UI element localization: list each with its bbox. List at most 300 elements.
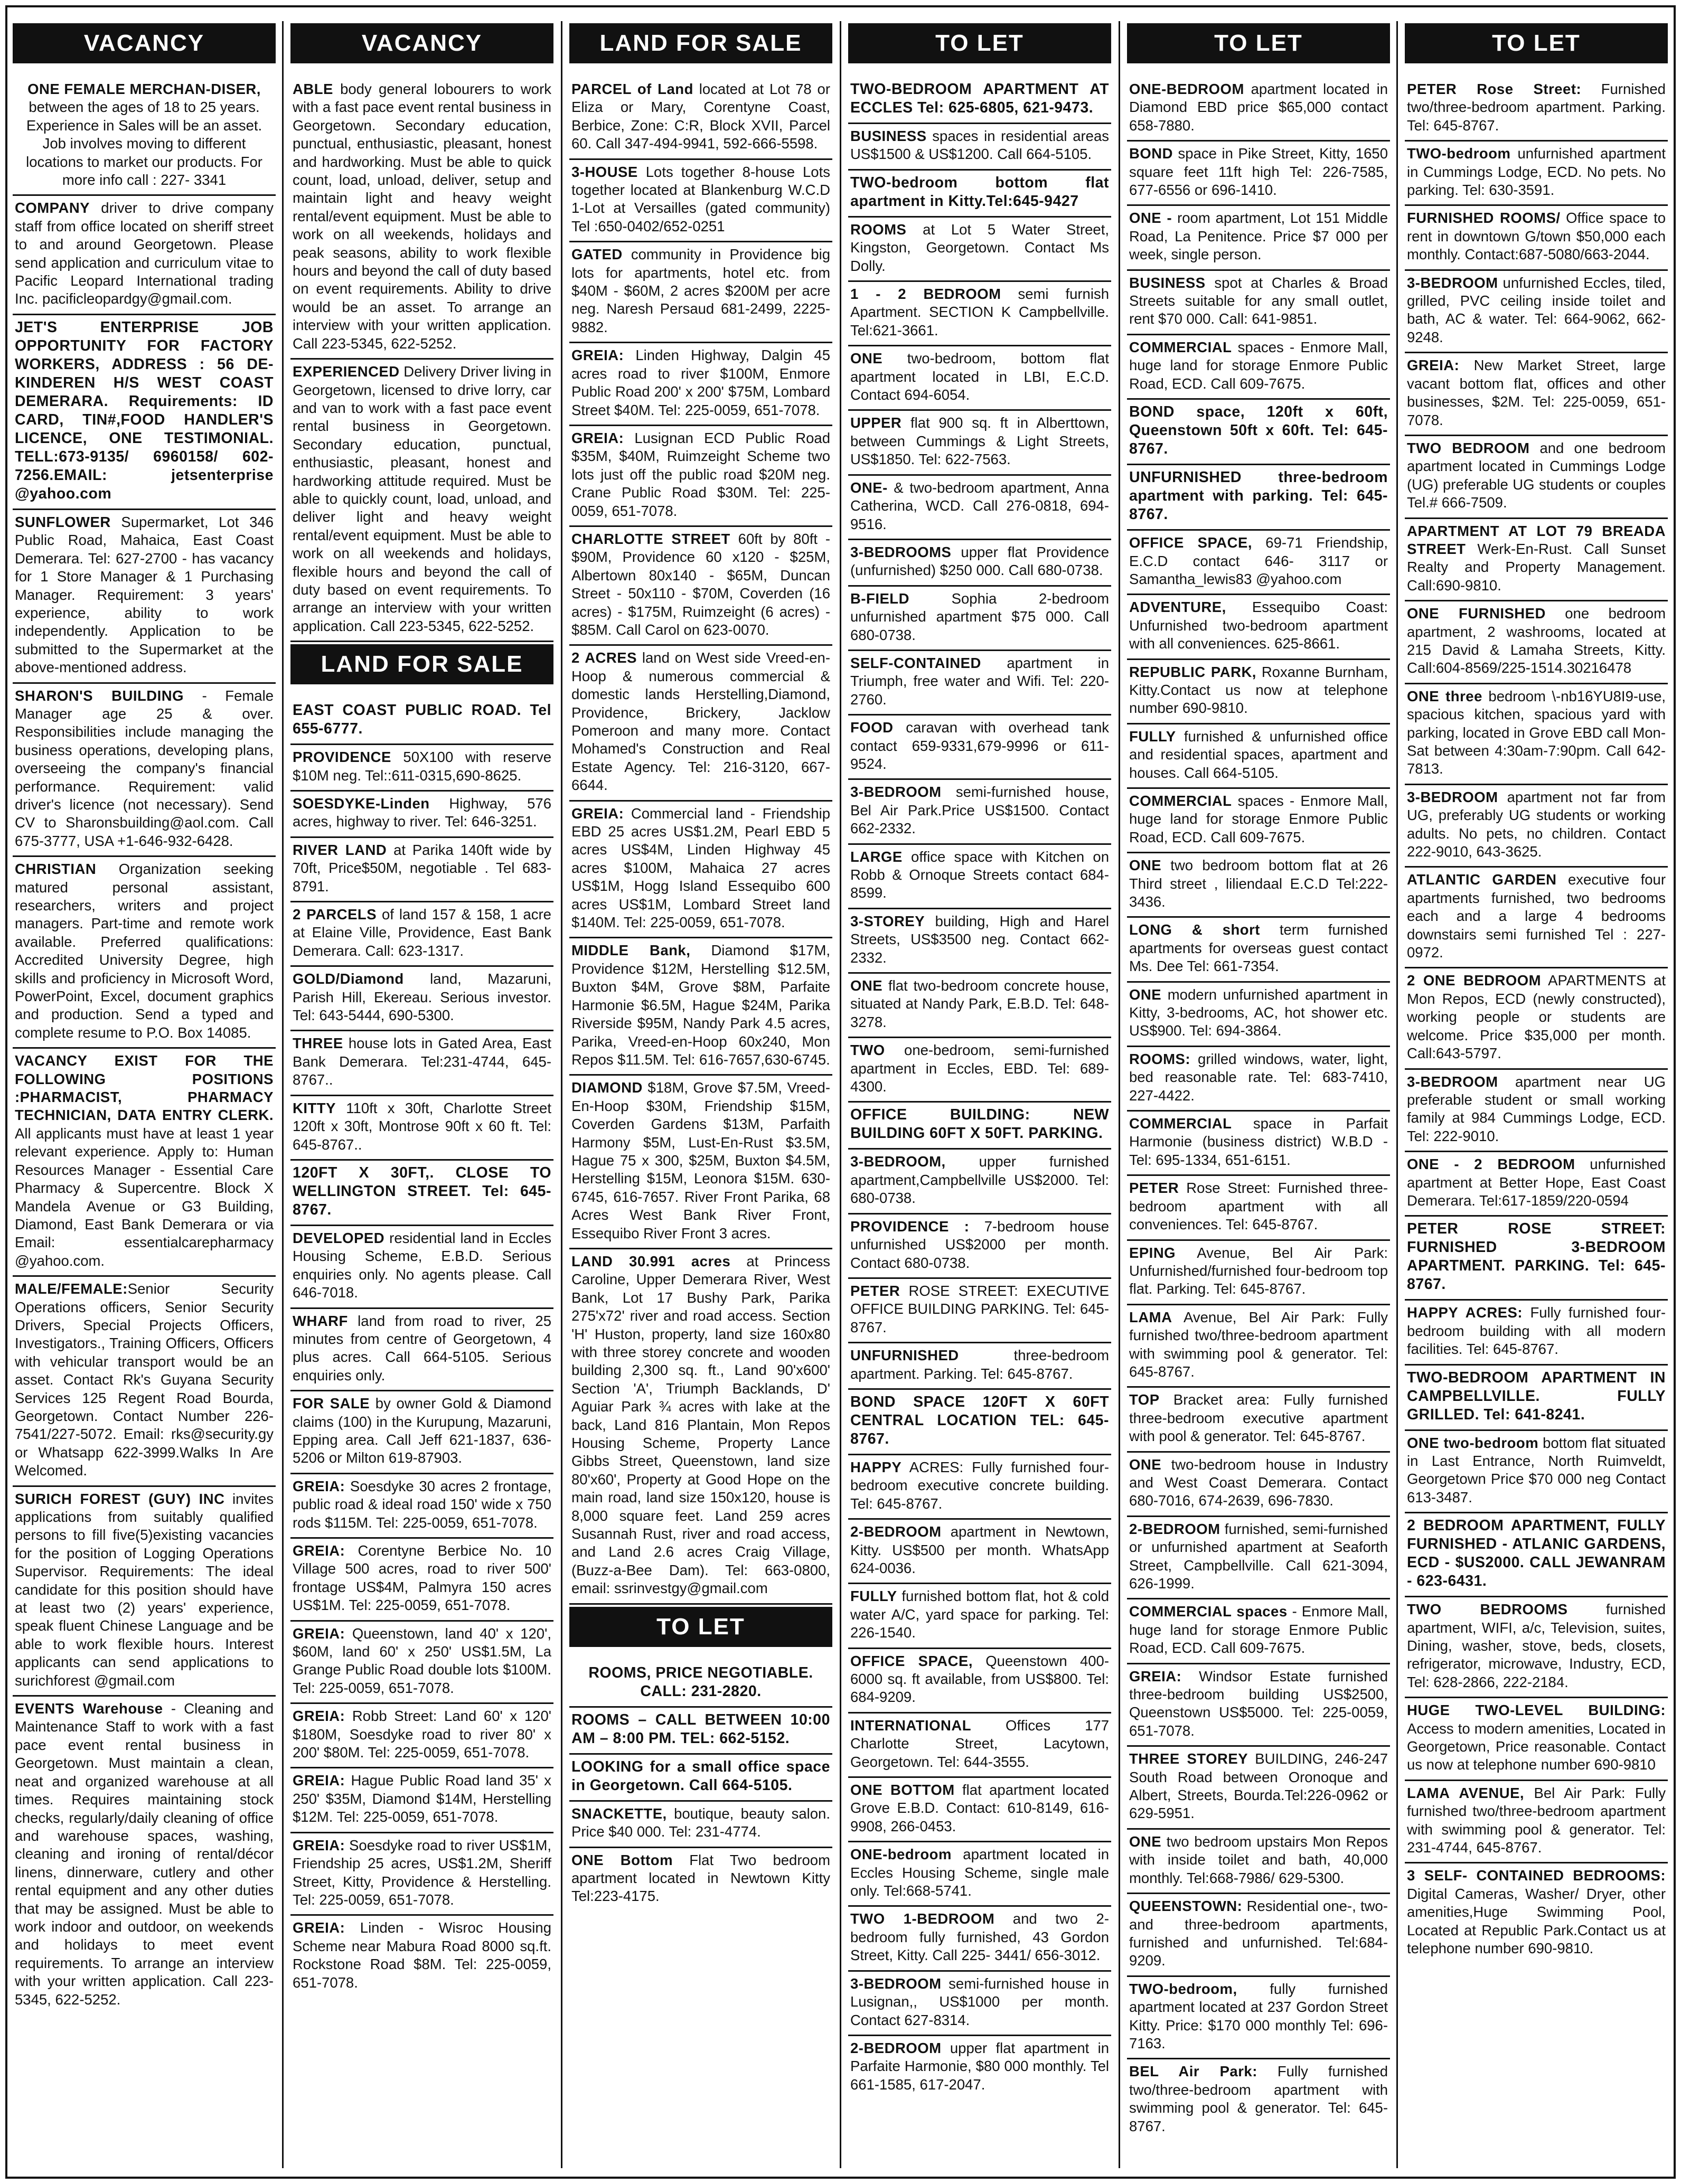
ad-lead: THREE STOREY — [1129, 1750, 1248, 1767]
ad-body: spot at Charles & Broad Streets suitable for any small outlet, rent $70 000. Call: 641-9851. — [1129, 274, 1388, 327]
ad-lead: COMMERCIAL — [1129, 792, 1232, 809]
classified-ad — [290, 1704, 553, 1768]
ad-lead: 3-BEDROOM — [1407, 788, 1498, 805]
ad-lead: ONE - 2 BEDROOM — [1407, 1156, 1575, 1173]
ad-lead: SNACKETTE, — [571, 1805, 667, 1822]
ad-lead: GREIA: — [1129, 1668, 1182, 1684]
ad-body: furnished, semi-furnished or unfurnished apartment at Seaforth Street, Campbellville. Call 621-3094, 626-1999. — [1129, 1520, 1388, 1592]
classified-ad — [848, 780, 1111, 844]
ad-body: - Female Manager age 25 & over. Responsibilities include managing the business operations, developing plans, overseeing the company's financial performance. Requirement: valid driver's licence (not necessary). Send CV to Sharonsbuilding@aol.com. Call 675-3777, USA +1-646-932-6428. — [15, 687, 274, 849]
ad-lead: 3-BEDROOM — [850, 784, 942, 801]
ad-lead: FOR SALE — [293, 1395, 370, 1412]
ad-body: at Parika 140ft wide by 70ft, Price$50M, negotiable . Tel 683-8791. — [293, 841, 551, 895]
ad-body: bedroom \-nb16YU8I9-use, spacious kitchen, spacious yard with parking, located in Grove EBD call Mon-Sat between 4:30am-7:90pm. Call 642-7813. — [1407, 688, 1666, 777]
ad-body: one bedroom apartment, 2 washrooms, located at 215 David & Lamaha Streets, Kitty. Call:604-8569/225-1514.30216478 — [1407, 605, 1666, 676]
classified-ad — [569, 1661, 832, 1708]
ad-lead: HAPPY — [850, 1458, 902, 1475]
ad-body: upper furnished apartment,Campbellville US$2000. Tel: 680-0738. — [850, 1153, 1109, 1207]
classified-ad — [1405, 271, 1668, 354]
ad-lead: UPPER — [850, 415, 902, 431]
ad-lead: PETER ROSE STREET: FURNISHED 3-BEDROOM APARTMENT. PARKING. Tel: 645-8767. — [1407, 1220, 1666, 1293]
classified-ad — [848, 1649, 1111, 1714]
ad-lead: ADVENTURE, — [1129, 599, 1226, 616]
ad-body: Fully furnished four-bedroom building with all modern facilities. Tel: 645-8767. — [1407, 1304, 1666, 1358]
classified-ad — [848, 171, 1111, 218]
ad-body: ACRES: Fully furnished four-bedroom executive concrete building. Tel: 645-8767. — [850, 1458, 1109, 1512]
ad-body: APARTMENTS at Mon Repos, ECD (newly constructed), working people or students are welcome. Price $35,000 per month. Call:643-5797. — [1407, 972, 1666, 1062]
classified-ad — [569, 938, 832, 1076]
classified-ad — [13, 1697, 276, 2014]
ad-body: Access to modern amenities, Located in Georgetown, Price reasonable. Contact us now at telephone number 690-9810 — [1407, 1720, 1666, 1773]
classified-ad — [1405, 142, 1668, 206]
classified-ad — [290, 792, 553, 838]
ad-body: three-bedroom apartment. Parking. Tel: 645-8767. — [850, 1347, 1109, 1382]
section-header: TO LET — [1127, 23, 1390, 63]
classified-ad — [1405, 1070, 1668, 1153]
column-6 — [1402, 21, 1671, 2168]
classified-ad — [1127, 206, 1390, 270]
classified-ad — [569, 1755, 832, 1802]
classified-ad — [290, 1539, 553, 1622]
ad-body: Corentyne Berbice No. 10 Village 500 acres, road to river 500' frontage US$4M, Palmyra 150 acres US$1M. Tel: 225-0059, 651-7078. — [293, 1542, 551, 1614]
classified-ad — [1127, 2059, 1390, 2141]
classified-ad — [1127, 335, 1390, 400]
classified-ad — [1127, 1977, 1390, 2060]
ad-body: executive four apartments furnished, two bedrooms each and a large 4 bedrooms downstairs semi furnished Tel : 227-0972. — [1407, 871, 1666, 961]
ad-body: Commercial land - Friendship EBD 25 acres US$1.2M, Pearl EBD 5 acres US$4M, Linden Highway 45 acres $100M, Mahaica 27 acres US$1M, Hogg Island Essequibo 600 acres US$1M, Lombard Street land $140M. Tel: 225-0059, 651-7078. — [571, 805, 830, 931]
ad-body: house lots in Gated Area, East Bank Demerara. Tel:231-4744, 645-8767.. — [293, 1035, 551, 1088]
ad-lead: TWO-bedroom bottom flat apartment in Kitty.Tel:645-9427 — [850, 174, 1109, 210]
classified-ad — [13, 1049, 276, 1277]
ad-lead: 120FT X 30FT,. CLOSE TO WELLINGTON STREET. Tel: 645-8767. — [293, 1164, 551, 1218]
ad-body: upper flat Providence (unfurnished) $250 000. Call 680-0738. — [850, 543, 1109, 579]
ad-body: by owner Gold & Diamond claims (100) in the Kurupung, Mazaruni, Epping area. Call Jeff 621-1837, 636-5206 or Milton 619-87903. — [293, 1395, 551, 1466]
classified-ad — [290, 1391, 553, 1474]
ad-lead: TWO — [850, 1042, 885, 1059]
ad-body: $18M, Grove $7.5M, Vreed-En-Hoop $30M, Friendship $15M, Coverden Gardens $13M, Parfaith Harmony $5M, Lust-En-Rust $3.5M, Hague 75 x 300, $25M, Buxton $4.5M, Herstelling $15M, Leonora $15M. 630-6745, 616-7657. River Front Parika, 68 Acres West Bank River Front, Essequibo River Front 3 acres. — [571, 1079, 830, 1241]
classified-ad — [848, 540, 1111, 587]
ad-body: two-bedroom house in Industry and West Coast Demerara. Contact 680-7016, 674-2639, 696-7830. — [1129, 1456, 1388, 1509]
classified-ad — [848, 282, 1111, 346]
classified-ad — [848, 476, 1111, 540]
classified-ad — [290, 838, 553, 902]
ad-body: two-bedroom, bottom flat apartment located in LBI, E.C.D. Contact 694-6054. — [850, 350, 1109, 403]
ad-lead: BUSINESS — [1129, 274, 1206, 291]
ad-body: two bedroom bottom flat at 26 Third street , liliendaal E.C.D Tel:222-3436. — [1129, 857, 1388, 910]
ad-body: flat apartment located Grove E.B.D. Contact: 610-8149, 616-9908, 266-0453. — [850, 1782, 1109, 1834]
ad-body: Werk-En-Rust. Call Sunset Realty and Property Management. Call:690-9810. — [1407, 540, 1666, 594]
classified-ad — [848, 1103, 1111, 1150]
classified-ad — [13, 1277, 276, 1486]
column-rule — [561, 21, 562, 2168]
classified-ad — [1405, 1152, 1668, 1217]
classified-ad — [1405, 77, 1668, 142]
ad-body: residential land in Eccles Housing Scheme, E.B.D. Serious enquiries only. No agents please. Call 646-7018. — [293, 1229, 551, 1301]
ad-lead: ONE — [1129, 1456, 1162, 1473]
classified-ad — [290, 698, 553, 745]
ad-lead: 3-BEDROOM — [850, 1975, 942, 1992]
ad-lead: VACANCY EXIST FOR THE FOLLOWING POSITIONS :PHARMACIST, PHARMACY TECHNICIAN, DATA ENTRY CLERK. — [15, 1052, 274, 1124]
ad-body: and one bedroom apartment located in Cummings Lodge (UG) preferable UG students or couples Tel.# 666-7509. — [1407, 439, 1666, 511]
classified-ad — [848, 1215, 1111, 1279]
ad-body: one-bedroom, semi-furnished apartment in Eccles, EBD. Tel: 689-4300. — [850, 1042, 1109, 1095]
classified-ad — [290, 745, 553, 792]
ad-lead: FULLY — [850, 1588, 897, 1605]
ad-lead: RIVER LAND — [293, 841, 387, 858]
classified-ad — [1405, 1597, 1668, 1698]
classified-ad — [1405, 968, 1668, 1069]
ad-lead: SUNFLOWER — [15, 513, 111, 530]
ad-lead: 3-BEDROOM — [1407, 274, 1498, 291]
ad-body: unfurnished apartment in Cummings Lodge, ECD. No pets. No parking. Tel: 630-3591. — [1407, 145, 1666, 199]
classified-ad — [569, 77, 832, 160]
classified-ad — [290, 1031, 553, 1096]
ad-body: Office space to rent in downtown G/town $50,000 each monthly. Contact:687-5080/663-2044. — [1407, 210, 1666, 263]
ad-lead: GREIA: — [1407, 357, 1460, 374]
ad-lead: COMPANY — [15, 200, 90, 216]
column-rule — [1396, 21, 1398, 2168]
ad-body: 50X100 with reserve $10M neg. Tel::611-0315,690-8625. — [293, 749, 551, 784]
ad-body: community in Providence big lots for apartments, hotel etc. from $40M - $60M, 2 acres $200M per acre neg. Naresh Persaud 681-2499, 2225-9882. — [571, 246, 830, 335]
classified-ad — [1127, 1664, 1390, 1747]
ad-lead: ATLANTIC GARDEN — [1407, 871, 1557, 888]
classified-ad — [290, 360, 553, 642]
ad-lead: 3-HOUSE — [571, 163, 638, 180]
classified-ad — [13, 1487, 276, 1697]
classified-ad — [13, 510, 276, 684]
ad-lead: EVENTS Warehouse — [15, 1700, 163, 1717]
classified-ad — [848, 411, 1111, 475]
classified-ad — [848, 1972, 1111, 2036]
classified-ad — [1127, 1241, 1390, 1305]
ad-lead: BUSINESS — [850, 128, 927, 144]
ad-lead: SELF-CONTAINED — [850, 654, 981, 671]
ad-lead: TWO-BEDROOM APARTMENT IN CAMPBELLVILLE. FULLY GRILLED. Tel: 641-8241. — [1407, 1369, 1666, 1423]
ad-lead: SURICH FOREST (GUY) INC — [15, 1490, 225, 1507]
ad-lead: OFFICE BUILDING: NEW BUILDING 60FT X 50FT. PARKING. — [850, 1106, 1109, 1142]
classified-ad — [13, 196, 276, 315]
ad-body: Rose Street: Furnished three-bedroom apartment with all conveniences. Tel: 645-8767. — [1129, 1180, 1388, 1233]
column-rule — [282, 21, 284, 2168]
ad-lead: 3-BEDROOM — [1407, 1073, 1498, 1090]
classified-ad — [290, 967, 553, 1031]
ad-body: apartment in Newtown, Kitty. US$500 per month. WhatsApp 624-0036. — [850, 1523, 1109, 1576]
classified-ad — [848, 1279, 1111, 1343]
classified-ad — [848, 587, 1111, 651]
classified-ad — [569, 527, 832, 646]
ad-lead: PETER — [1129, 1180, 1179, 1197]
ad-body: ROSE STREET: EXECUTIVE OFFICE BUILDING PARKING. Tel: 645-8767. — [850, 1282, 1109, 1335]
ad-lead: SHARON'S BUILDING — [15, 687, 184, 704]
ad-body: caravan with overhead tank contact 659-9331,679-9996 or 611-9524. — [850, 719, 1109, 772]
ad-lead: ONE — [1129, 986, 1162, 1003]
classified-ad — [848, 1390, 1111, 1455]
ad-body: apartment near UG preferable student or small working family at 984 Cummings Lodge, ECD. Tel: 222-9010. — [1407, 1073, 1666, 1144]
ad-body: flat 900 sq. ft in Alberttown, between Cummings & Light Streets, US$1850. Tel: 622-7563. — [850, 415, 1109, 468]
ad-lead: GREIA: — [293, 1837, 345, 1853]
ad-lead: ONE-BEDROOM — [1129, 81, 1244, 97]
classified-ad — [1127, 595, 1390, 660]
classified-ad — [848, 716, 1111, 780]
ad-lead: GREIA: — [571, 347, 624, 364]
ad-lead: LAMA — [1129, 1308, 1172, 1325]
ad-lead: 3-STOREY — [850, 912, 925, 929]
classified-ad — [848, 346, 1111, 411]
ad-body: Hague Public Road land 35' x 250' $35M, Diamond $14M, Herstelling $12M. Tel: 225-0059, 651-7078. — [293, 1772, 551, 1825]
ad-body: spaces - Enmore Mall, huge land for storage Enmore Public Road, ECD. Call 609-7675. — [1129, 338, 1388, 392]
ad-lead: PETER Rose Street: — [1407, 81, 1582, 97]
ad-lead: ONE — [1129, 857, 1162, 874]
ad-lead: TOP — [1129, 1391, 1160, 1408]
ad-lead: CHRISTIAN — [15, 861, 97, 878]
classified-ad — [290, 1226, 553, 1309]
ad-body: semi-furnished house in Lusignan,, US$1000 per month. Contact 627-8314. — [850, 1975, 1109, 2028]
ad-lead: 2-BEDROOM — [850, 1523, 942, 1540]
ad-lead: 2-BEDROOM — [850, 2039, 942, 2056]
ad-lead: FOOD — [850, 719, 894, 736]
ad-lead: COMMERCIAL spaces — [1129, 1603, 1288, 1620]
ad-lead: LAND 30.991 acres — [571, 1253, 731, 1269]
classified-ad — [1127, 531, 1390, 595]
ad-lead: HUGE TWO-LEVEL BUILDING: — [1407, 1702, 1666, 1719]
ad-lead: ONE - — [1129, 210, 1172, 227]
ad-body: apartment located in Diamond EBD price $65,000 contact 658-7880. — [1129, 81, 1388, 134]
ad-body: Avenue, Bel Air Park: Fully furnished two/three-bedroom apartment with swimming pool & generator. Tel: 645-8767. — [1129, 1308, 1388, 1380]
ad-body: Linden - Wisroc Housing Scheme near Mabura Road 8000 sq.ft. Rockstone Road $8M. Tel: 225-0059, 651-7078. — [293, 1919, 551, 1991]
ad-body: space in Pike Street, Kitty, 1650 square feet 11ft high Tel: 226-7585, 677-6556 or 696-1410. — [1129, 145, 1388, 199]
classified-ad — [1127, 77, 1390, 142]
ad-body: Furnished two/three-bedroom apartment. Parking. Tel: 645-8767. — [1407, 81, 1666, 134]
classified-ad — [1127, 724, 1390, 789]
ad-body: Fully furnished two/three-bedroom apartment with swimming pool & generator. Tel: 645-8767. — [1129, 2063, 1388, 2134]
ad-lead: TWO BEDROOMS — [1407, 1601, 1568, 1618]
ad-lead: LAMA AVENUE, — [1407, 1784, 1525, 1801]
ad-body: at Princess Caroline, Upper Demerara River, West Bank, Lot 17 Bushy Park, Parika 275'x72' river and road access. Section 'H' Huston, property, land size 160x80 with three storey concrete and wooden building 2,300 sq. ft., Land 90'x600' Section 'A', Triumph Backlands, D' Aguiar Park ¾ acres with lake at the back, Land 816 Plantain, Mon Repos Housing Scheme, Property Lance Gibbs Street, Queenstown, land size 80'x60', Property at Good Hope on the main road, land size 150x120, house is 8,000 square feet. Land 259 acres Susannah Rust, river and road access, and Land 2.6 acres Craig Village, (Buzz-a-Bee Dam). Tel: 663-0800, email: ssrinvestgy@gmail.com — [571, 1253, 830, 1597]
ad-body: office space with Kitchen on Robb & Ornoque Streets contact 684-8599. — [850, 848, 1109, 901]
ad-lead: SOESDYKE-Linden — [293, 795, 430, 812]
ad-lead: 2 PARCELS — [293, 906, 377, 923]
ad-body: Diamond $17M, Providence $12M, Herstelling $12.5M, Buxton $4M, Grove $8M, Parfaite Harmonie $6.5M, Hague $24M, Parika Riverside $95M, Nandy Park 4.5 acres, Parika, Vreed-en-Hoop 60x240, Mon Repos $11.5M. Tel: 616-7657,630-6745. — [571, 942, 831, 1068]
ad-lead: GREIA: — [293, 1708, 345, 1725]
ad-body: Supermarket, Lot 346 Public Road, Mahaica, East Coast Demerara. Tel: 627-2700 - has vacancy for 1 Store Manager & 1 Purchasing Manager. Requirement: 3 years' experience, ability to work independently. Application to be submitted to the Supermarket at the above-mentioned address. — [15, 513, 274, 676]
classified-ad — [1405, 353, 1668, 436]
ad-lead: DIAMOND — [571, 1079, 643, 1096]
classified-ad — [569, 160, 832, 243]
ad-lead: ONE- — [850, 479, 888, 496]
ad-lead: GREIA: — [293, 1625, 345, 1642]
ad-body: spaces in residential areas US$1500 & US$1200. Call 664-5105. — [850, 128, 1109, 163]
classified-ad — [848, 77, 1111, 124]
ad-lead: PETER — [850, 1282, 900, 1299]
classified-ad — [569, 646, 832, 801]
ad-lead: ROOMS — [850, 221, 907, 238]
classified-ad — [1127, 1112, 1390, 1176]
classified-ad — [1127, 1894, 1390, 1977]
classified-ad — [1127, 660, 1390, 724]
classified-ad — [1127, 142, 1390, 206]
ad-lead: PROVIDENCE — [293, 749, 391, 766]
ad-lead: 3-BEDROOMS — [850, 543, 952, 560]
ad-lead: CHARLOTTE STREET — [571, 530, 730, 547]
ad-lead: BEL Air Park: — [1129, 2063, 1257, 2080]
ad-body: Roxanne Burnham, Kitty.Contact us now at telephone number 690-9810. — [1129, 663, 1388, 717]
ad-body: Bracket area: Fully furnished three-bedroom executive apartment with pool & generator. Tel: 645-8767. — [1129, 1391, 1388, 1445]
ad-lead: FULLY — [1129, 728, 1176, 745]
ad-body: Sophia 2-bedroom unfurnished apartment $75 000. Call 680-0738. — [850, 590, 1109, 643]
column-rule — [1119, 21, 1120, 2168]
ad-body: apartment located in Eccles Housing Scheme, single male only. Tel:668-5741. — [850, 1846, 1109, 1899]
classified-ad — [848, 2036, 1111, 2099]
classified-ad — [848, 1778, 1111, 1842]
ad-lead: MIDDLE Bank, — [571, 942, 691, 959]
ad-lead: COMMERCIAL — [1129, 338, 1232, 355]
ad-lead: DEVELOPED — [293, 1229, 385, 1246]
classified-ad — [1127, 1388, 1390, 1452]
classified-ad — [1127, 1176, 1390, 1240]
classified-ad — [848, 1584, 1111, 1649]
classified-ad — [1405, 1863, 1668, 1963]
ad-lead: APARTMENT AT LOT 79 BREADA STREET — [1407, 522, 1666, 557]
ad-body: spaces - Enmore Mall, huge land for storage Enmore Public Road, ECD. Call 609-7675. — [1129, 792, 1388, 845]
classified-ad — [1127, 983, 1390, 1047]
ad-lead: REPUBLIC PARK, — [1129, 663, 1256, 680]
classified-ad — [1127, 271, 1390, 335]
ad-lead: FURNISHED ROOMS/ — [1407, 210, 1561, 227]
ad-lead: GREIA: — [293, 1772, 345, 1789]
ad-lead: GREIA: — [293, 1542, 345, 1559]
ad-lead: BOND — [1129, 145, 1173, 162]
ad-lead: GATED — [571, 246, 623, 263]
ad-body: land, Mazaruni, Parish Hill, Ekereau. Serious investor. Tel: 643-5444, 690-5300. — [293, 971, 551, 1024]
classified-ad — [1405, 601, 1668, 684]
ad-lead: ONE FURNISHED — [1407, 605, 1546, 622]
classified-ad — [13, 77, 276, 196]
ad-lead: ONE three — [1407, 688, 1482, 704]
classified-ad — [848, 1343, 1111, 1390]
ad-lead: HAPPY ACRES: — [1407, 1304, 1523, 1321]
ad-body: Flat Two bedroom apartment located in Newtown Kitty Tel:223-4175. — [571, 1851, 830, 1905]
classified-ad — [13, 315, 276, 510]
ad-lead: UNFURNISHED — [850, 1347, 959, 1364]
ad-lead: LONG & short — [1129, 921, 1260, 938]
section-header: LAND FOR SALE — [569, 23, 832, 63]
classified-ad — [569, 1076, 832, 1249]
classified-ad — [569, 1802, 832, 1848]
ad-body: of land 157 & 158, 1 acre at Elaine Ville, Providence, East Bank Demerara. Call: 623-1317. — [293, 906, 551, 959]
ad-lead: OFFICE SPACE, — [1129, 534, 1252, 551]
classified-ad — [848, 1842, 1111, 1907]
ad-body: Queenstown 400-6000 sq. ft available, from US$800. Tel: 684-9209. — [850, 1652, 1109, 1706]
ad-lead: TWO-BEDROOM APARTMENT AT ECCLES Tel: 625-6805, 621-9473. — [850, 81, 1109, 116]
classified-ad — [1127, 1047, 1390, 1112]
ad-body: Offices 177 Charlotte Street, Lacytown, Georgetown. Tel: 644-3555. — [850, 1717, 1109, 1770]
classified-ad — [569, 1249, 832, 1605]
ad-lead: B-FIELD — [850, 590, 909, 607]
classified-ad — [569, 426, 832, 527]
ad-lead: ONE — [1129, 1833, 1162, 1850]
classified-ad — [848, 1455, 1111, 1520]
classified-ad — [13, 857, 276, 1049]
ad-body: space in Parfait Harmonie (business district) W.B.D - Tel: 695-1334, 651-6151. — [1129, 1115, 1388, 1168]
classified-ad — [1127, 465, 1390, 531]
ad-body: unfurnished Eccles, tiled, grilled, PVC ceiling inside toilet and bath, AC & water. Tel: 664-9062, 662-9248. — [1407, 274, 1666, 345]
ad-body: Senior Security Operations officers, Senior Security Drivers, Special Projects Officers, Investigators., Training Officers, Officers with vehicular transport would be an asset. Contact Rk's Guyana Security Services 125 Regent Road Bourda, Georgetown. Contact Number 226-7541/227-5072. Email: rks@security.gy or Whatsapp 622-3999.Walks In Are Welcomed. — [15, 1281, 274, 1479]
ad-lead: UNFURNISHED three-bedroom apartment with parking. Tel: 645-8767. — [1129, 469, 1388, 523]
ad-body: Soesdyke road to river US$1M, Friendship 25 acres, US$1.2M, Sheriff Street, Kitty, Providence & Herstelling. Tel: 225-0059, 651-7078. — [293, 1837, 551, 1908]
ad-lead: BOND space, 120ft x 60ft, Queenstown 50ft x 60ft. Tel: 645-8767. — [1129, 403, 1388, 458]
section-header: TO LET — [1405, 23, 1668, 63]
classified-ad — [1127, 1517, 1390, 1600]
ad-body: boutique, beauty salon. Price $40 000. Tel: 231-4774. — [571, 1805, 830, 1840]
ad-lead: INTERNATIONAL — [850, 1717, 972, 1734]
ad-body: between the ages of 18 to 25 years. Experience in Sales will be an asset. Job involves moving to different locations to market our products. For more info call : 227- 3341 — [26, 99, 262, 189]
ad-lead: LOOKING for a small office space in Georgetown. Call 664-5105. — [571, 1758, 830, 1794]
classified-ad — [290, 1768, 553, 1833]
classified-ad — [1127, 1305, 1390, 1388]
ad-lead: THREE — [293, 1035, 343, 1052]
classified-ad — [848, 218, 1111, 282]
ad-lead: ROOMS, PRICE NEGOTIABLE. CALL: 231-2820. — [588, 1664, 813, 1700]
classified-ad — [1405, 1513, 1668, 1597]
classified-ad — [290, 902, 553, 967]
ad-body: Delivery Driver living in Georgetown, licensed to drive lorry, car and van to work with a fast pace event rental business in Georgetown. Secondary education, punctual, enthusiastic, pleasant, honest and hardworking attitude required. Must be able to quickly count, load, unload, and deliver light and heavy weight rental/event equipment. Must be able to work on all weekends and holidays, flexible hours and beyond the call of duty based on event requirements. To arrange an interview with your written application. Call 223-5345, 622-5252. — [293, 363, 551, 634]
classified-ad — [1405, 206, 1668, 270]
classified-ad — [1405, 519, 1668, 602]
ad-lead: TWO-bedroom — [1407, 145, 1511, 162]
ad-lead: EPING — [1129, 1244, 1176, 1261]
classified-ad — [290, 1309, 553, 1392]
section-header: VACANCY — [13, 23, 276, 63]
ad-lead: 2 ACRES — [571, 649, 637, 666]
classified-ad — [1405, 868, 1668, 968]
classified-ad — [1405, 1431, 1668, 1514]
classified-ad — [848, 909, 1111, 974]
classified-ad — [13, 684, 276, 858]
ad-lead: 2-BEDROOM — [1129, 1520, 1220, 1537]
classified-ad — [1405, 436, 1668, 519]
ad-body: BUILDING, 246-247 South Road between Oronoque and Albert, Streets, Bourda.Tel:226-0962 or 629-5951. — [1129, 1750, 1388, 1822]
ad-lead: EXPERIENCED — [293, 363, 400, 380]
ad-lead: KITTY — [293, 1099, 336, 1116]
classified-page — [5, 5, 1676, 2179]
ad-body: All applicants must have at least 1 year relevant experience. Apply to: Human Resources Manager - Essential Care Pharmacy & Supercentre. Block X Mandela Avenue or G3 Building, Diamond, East Bank Demerara or via Email: essentialcarepharmacy @yahoo.com. — [15, 1125, 274, 1269]
ad-body: furnished & unfurnished office and residential spaces, apartment and houses. Call 664-5105. — [1129, 728, 1388, 781]
ad-lead: ONE — [850, 350, 883, 367]
classified-ad — [1405, 1781, 1668, 1864]
ad-body: grilled windows, water, light, bed reasonable rate. Tel: 683-7410, 227-4422. — [1129, 1050, 1388, 1104]
ad-body: invites applications from suitably qualified persons to fill five(5)existing vacancies for the position of Logging Operations Supervisor. Requirements: The ideal candidate for this position should have at least two (2) years' experience, speak fluent Chinese Language and be able to work flexible hours. Interest applicants can send applications to surichforest @gmail.com — [15, 1490, 274, 1689]
ad-lead: PARCEL of Land — [571, 81, 693, 97]
ad-lead: OFFICE SPACE, — [850, 1652, 973, 1669]
ad-body: Lusignan ECD Public Road $35M, $40M, Ruimzeight Scheme two lots just off the public road $20M neg. Crane Public Road $30M. Tel: 225-0059, 651-7078. — [571, 429, 830, 519]
ad-body: Queenstown, land 40' x 120', $60M, land 60' x 250' US$1.5M, La Grange Public Road double lots $100M. Tel: 225-0059, 651-7078. — [293, 1625, 551, 1696]
section-header: VACANCY — [290, 23, 553, 63]
classified-ad — [1405, 684, 1668, 785]
ad-body: semi-furnished house, Bel Air Park.Price US$1500. Contact 662-2332. — [850, 784, 1109, 837]
ad-body: Lots together 8-house Lots together located at Blankenburg W.C.D 1-Lot at Versailles (gated community) Tel :650-0402/652-0251 — [571, 163, 830, 234]
ad-lead: JET'S ENTERPRISE JOB OPPORTUNITY FOR FACTORY WORKERS, ADDRESS : 56 DE-KINDEREN H/S WEST COAST DEMERARA. Requirements: ID CARD, TIN#,FOOD HANDLER'S LICENCE, ONE TESTIMONIAL. TELL:673-9135/ 6960158/ 602-7256.EMAIL: jetsenterprise @yahoo.com — [15, 318, 274, 502]
column-4 — [845, 21, 1114, 2168]
ad-lead: QUEENSTOWN: — [1129, 1898, 1243, 1915]
classified-ad — [290, 1833, 553, 1916]
ad-lead: TWO BEDROOM — [1407, 439, 1530, 456]
ad-lead: ROOMS – CALL BETWEEN 10:00 AM – 8:00 PM. TEL: 662-5152. — [571, 1711, 830, 1747]
column-5 — [1124, 21, 1393, 2168]
classified-ad — [1127, 400, 1390, 465]
classified-ad — [290, 1916, 553, 1997]
ad-body: apartment in Triumph, free water and Wifi. Tel: 220-2760. — [850, 654, 1109, 708]
ad-lead: ROOMS: — [1129, 1050, 1191, 1067]
